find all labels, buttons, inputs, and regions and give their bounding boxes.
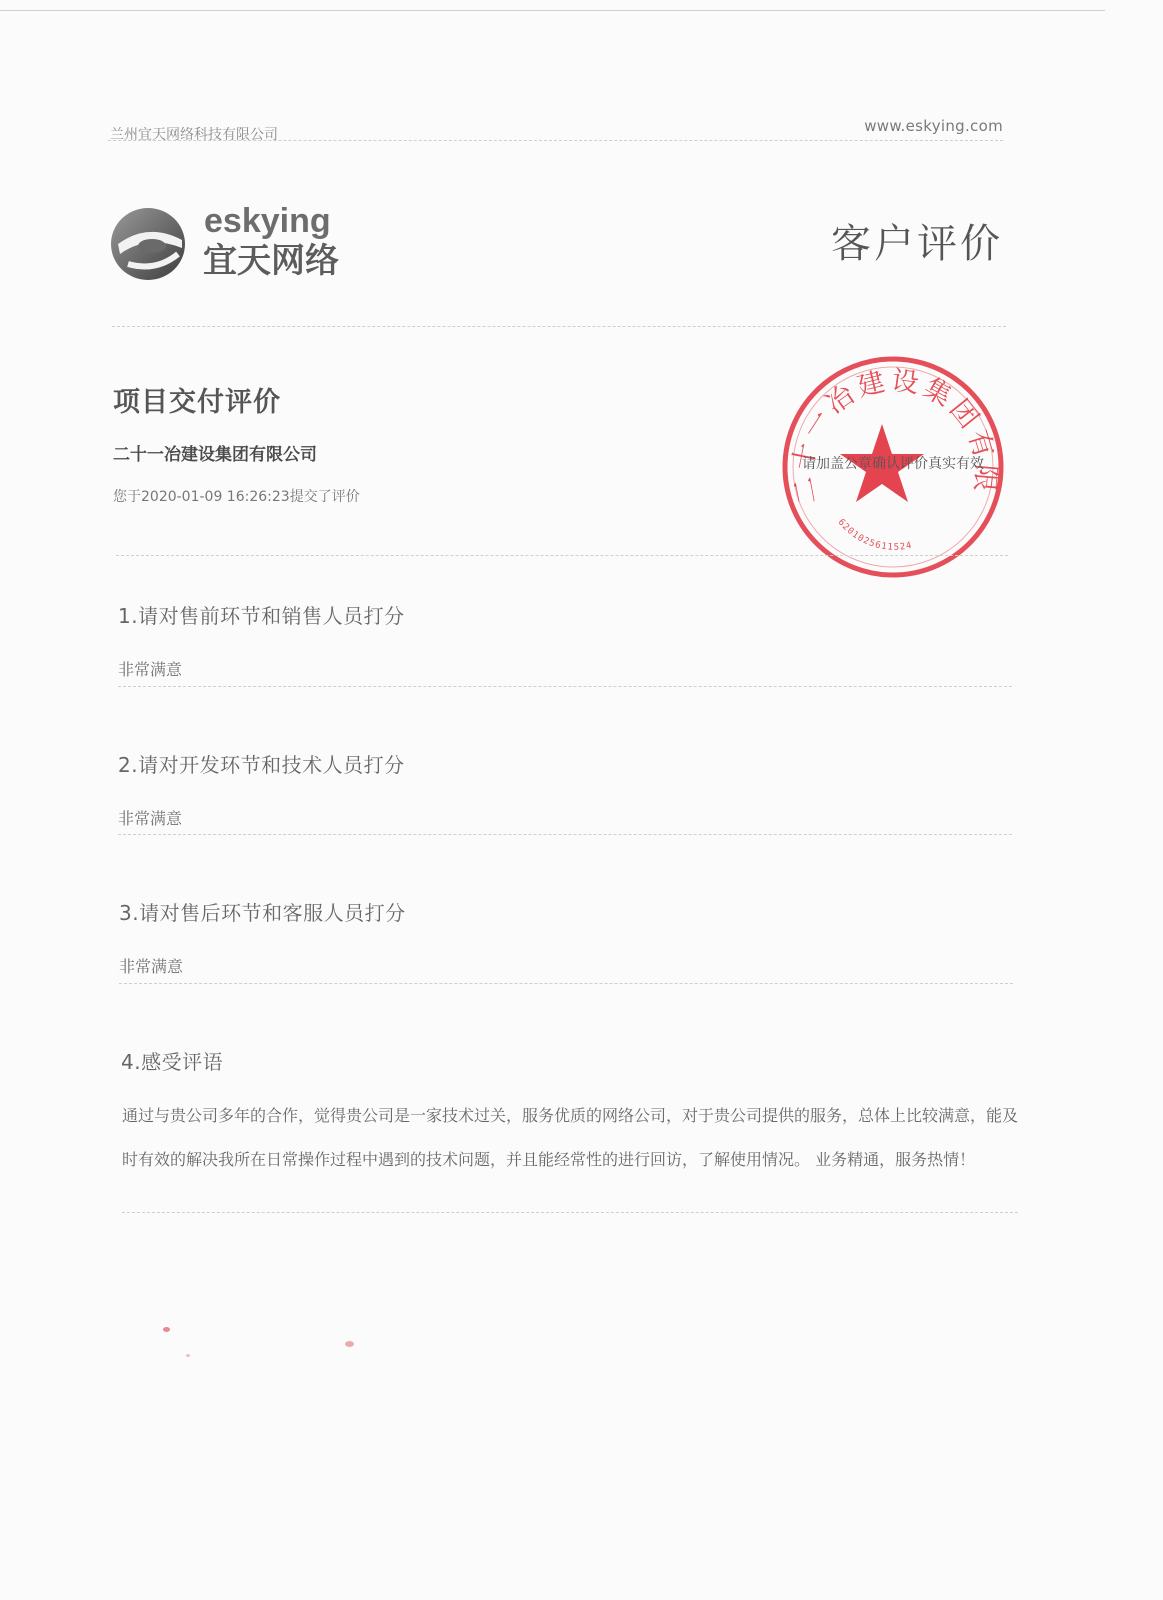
scan-smudge [345, 1341, 354, 1347]
feedback-text: 通过与贵公司多年的合作，觉得贵公司是一家技术过关，服务优质的网络公司，对于贵公司提供的服务，总体上比较满意，能及时有效的解决我所在日常操作过程中遇到的技术问题，并且能经常性的进行回访，了解使用情况。 业务精通，服务热情！ [122, 1106, 1019, 1169]
seal-note: 请加盖公章确认评价真实有效 [802, 456, 984, 472]
logo-brand-cn: 宜天网络 [203, 241, 339, 281]
question-1-label: 1.请对售前环节和销售人员打分 [118, 604, 405, 628]
customer-name: 二十一冶建设集团有限公司 [113, 445, 317, 465]
seal-number-text: 6201025611524 [835, 517, 914, 553]
submitted-timestamp: 您于2020-01-09 16:26:23提交了评价 [113, 489, 360, 505]
title-divider [112, 326, 1006, 327]
question-3-label: 3.请对售后环节和客服人员打分 [119, 901, 406, 925]
logo-mark-icon [108, 200, 358, 290]
question-1-divider [118, 686, 1012, 687]
question-3-divider [119, 983, 1013, 984]
header-website: www.eskying.com [864, 117, 1003, 135]
question-2-divider [118, 834, 1012, 835]
header-divider [108, 140, 1003, 141]
scan-smudge [163, 1327, 170, 1332]
question-2-label: 2.请对开发环节和技术人员打分 [118, 753, 405, 777]
scan-smudge [186, 1354, 190, 1357]
question-1-answer: 非常满意 [118, 660, 183, 679]
scan-top-edge [0, 10, 1105, 11]
seal-org-text: 二十一冶建设集团有限 [787, 365, 1002, 507]
feedback-divider [122, 1212, 1018, 1213]
evaluation-title: 项目交付评价 [113, 387, 281, 418]
section-divider [116, 555, 1008, 556]
question-2-answer: 非常满意 [118, 809, 183, 828]
question-3-answer: 非常满意 [119, 957, 184, 976]
logo-brand-en: eskying [204, 202, 331, 240]
company-logo [108, 200, 358, 290]
document-title: 客户评价 [831, 221, 1003, 267]
feedback-label: 4.感受评语 [121, 1050, 224, 1074]
header-company-name: 兰州宜天网络科技有限公司 [110, 127, 278, 143]
